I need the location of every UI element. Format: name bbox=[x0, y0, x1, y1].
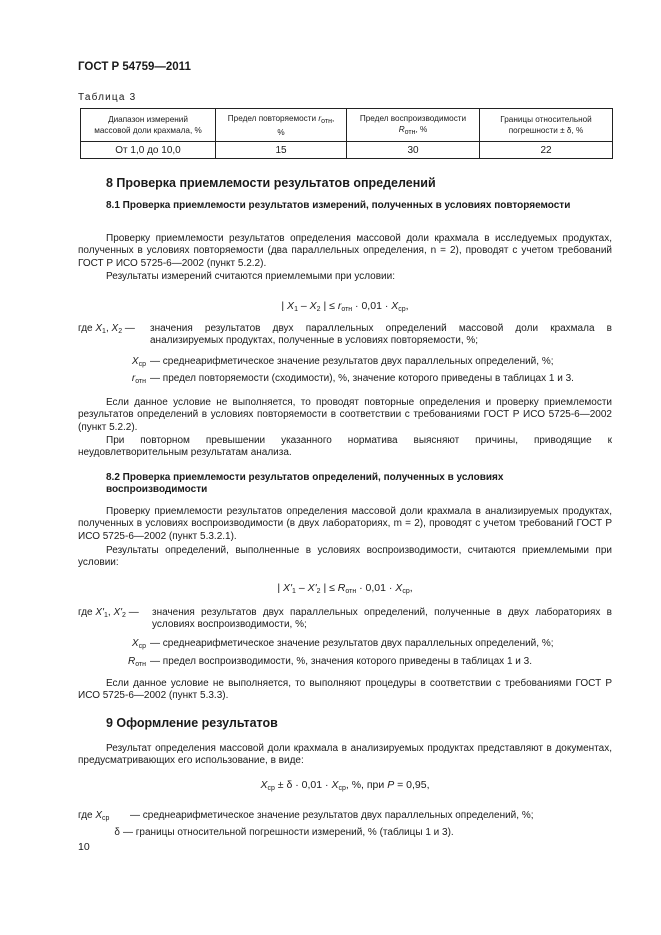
formula-repeatability: | $X_1 - X_2$ | ≤ $r_{отн} \cdot 0,01 \cdot X_{ср}$, bbox=[281, 300, 409, 313]
table-cell: 30 bbox=[347, 142, 480, 159]
table-header-repeatability: Предел повторяемости rотн, % bbox=[216, 109, 347, 142]
legend-symbol: $r_{отн}$ bbox=[131, 373, 146, 385]
legend-symbol: $X_{ср}$ bbox=[131, 638, 146, 650]
section-8-1-title: 8.1 Проверка приемлемости результатов измерений, полученных в условиях повторяемости bbox=[106, 200, 571, 211]
table-3 bbox=[80, 108, 613, 159]
table-header-range: Диапазон измерений массовой доли крахмала, % bbox=[81, 109, 216, 142]
legend-text: значения результатов двух параллельных определений массовой доли крахмала в анализируемых продуктах, полученные в условиях повторяемости, %; bbox=[150, 323, 612, 347]
document-header: ГОСТ Р 54759—2011 bbox=[78, 61, 191, 73]
legend-text: — среднеарифметическое значение результатов двух параллельных определений, %; bbox=[150, 638, 554, 649]
section-8-2-title: 8.2 Проверка приемлемости результатов определений, полученных в условиях воспроизводимости bbox=[106, 472, 504, 495]
table-caption: Таблица 3 bbox=[78, 92, 137, 103]
table-row bbox=[81, 142, 613, 159]
paragraph: Проверку приемлемости результатов определения массовой доли крахмала в анализируемых продуктах, полученных в условиях воспроизводимости (в двух лабораториях, m = 2), проводят с учетом требований ГОСТ Р ИСО 5725-6—2002 (пункт 5.3.2.1). bbox=[78, 506, 612, 542]
legend-symbol: δ bbox=[114, 827, 120, 838]
legend-text: — среднеарифметическое значение результатов двух параллельных определений, %; bbox=[150, 356, 554, 367]
formula-reproducibility: | $X'_1 - X'_2$ | ≤ $R_{отн} \cdot 0,01 \cdot X_{ср}$, bbox=[277, 582, 413, 595]
legend-text: — среднеарифметическое значение результатов двух параллельных определений, %; bbox=[130, 810, 534, 821]
section-9-title: 9 Оформление результатов bbox=[106, 716, 278, 730]
legend-symbol: $X_{ср}$ bbox=[131, 356, 146, 368]
table-header-error: Границы относительной погрешности ± δ, % bbox=[480, 109, 613, 142]
table-cell: 22 bbox=[480, 142, 613, 159]
legend-text: — предел воспроизводимости, %, значения которого приведены в таблицах 1 и 3. bbox=[150, 656, 533, 667]
table-cell: От 1,0 до 10,0 bbox=[81, 142, 216, 159]
paragraph: Если данное условие не выполняется, то проводят повторные определения и проверку приемлемости результатов определений в условиях повторяемости в соответствии с требованиями ГОСТ Р ИСО 5725-6—2002 (пункт 5.2.2). bbox=[78, 397, 612, 433]
paragraph: Проверку приемлемости результатов определения массовой доли крахмала в исследуемых продуктах, полученных в условиях повторяемости (два параллельных определения, n = 2), проводят с учетом требований ГОСТ Р ИСО 5725-6—2002 (пункт 5.2.2). bbox=[78, 233, 612, 269]
paragraph: Результат определения массовой доли крахмала в анализируемых продуктах представляют в документах, предусматривающих его использование, в виде: bbox=[78, 743, 612, 767]
section-8-title: 8 Проверка приемлемости результатов определений bbox=[106, 176, 436, 190]
table-header-reproducibility: Предел воспроизводимости Rотн, % bbox=[347, 109, 480, 142]
paragraph: Результаты определений, выполненные в условиях воспроизводимости, считаются приемлемыми при условии: bbox=[78, 545, 612, 569]
page-number: 10 bbox=[78, 841, 90, 853]
formula-result: $X_{ср} \pm \delta \cdot 0,01 \cdot X_{ср}$, %, при P = 0,95, bbox=[260, 779, 430, 792]
paragraph: При повторном превышении указанного норматива выясняют причины, приводящие к неудовлетворительным результатам анализа. bbox=[78, 435, 612, 459]
legend-text: — границы относительной погрешности измерений, % (таблицы 1 и 3). bbox=[123, 827, 454, 838]
legend-symbol: где $X_1$, $X_2$ — bbox=[78, 323, 135, 335]
legend-symbol: где $X_{ср}$ bbox=[78, 810, 110, 822]
legend-symbol: $R_{отн}$ bbox=[127, 656, 146, 668]
table-cell: 15 bbox=[216, 142, 347, 159]
legend-text: значения результатов двух параллельных определений, полученные в двух лабораториях в условиях воспроизводимости, %; bbox=[152, 607, 612, 631]
paragraph: Результаты измерений считаются приемлемыми при условии: bbox=[106, 271, 395, 282]
legend-symbol: где $X'_1$, $X'_2$ — bbox=[78, 607, 139, 619]
legend-text: — предел повторяемости (сходимости), %, значение которого приведены в таблицах 1 и 3. bbox=[150, 373, 574, 384]
paragraph: Если данное условие не выполняется, то выполняют процедуры в соответствии с требованиями ГОСТ Р ИСО 5725-6—2002 (пункт 5.3.3). bbox=[78, 678, 612, 702]
